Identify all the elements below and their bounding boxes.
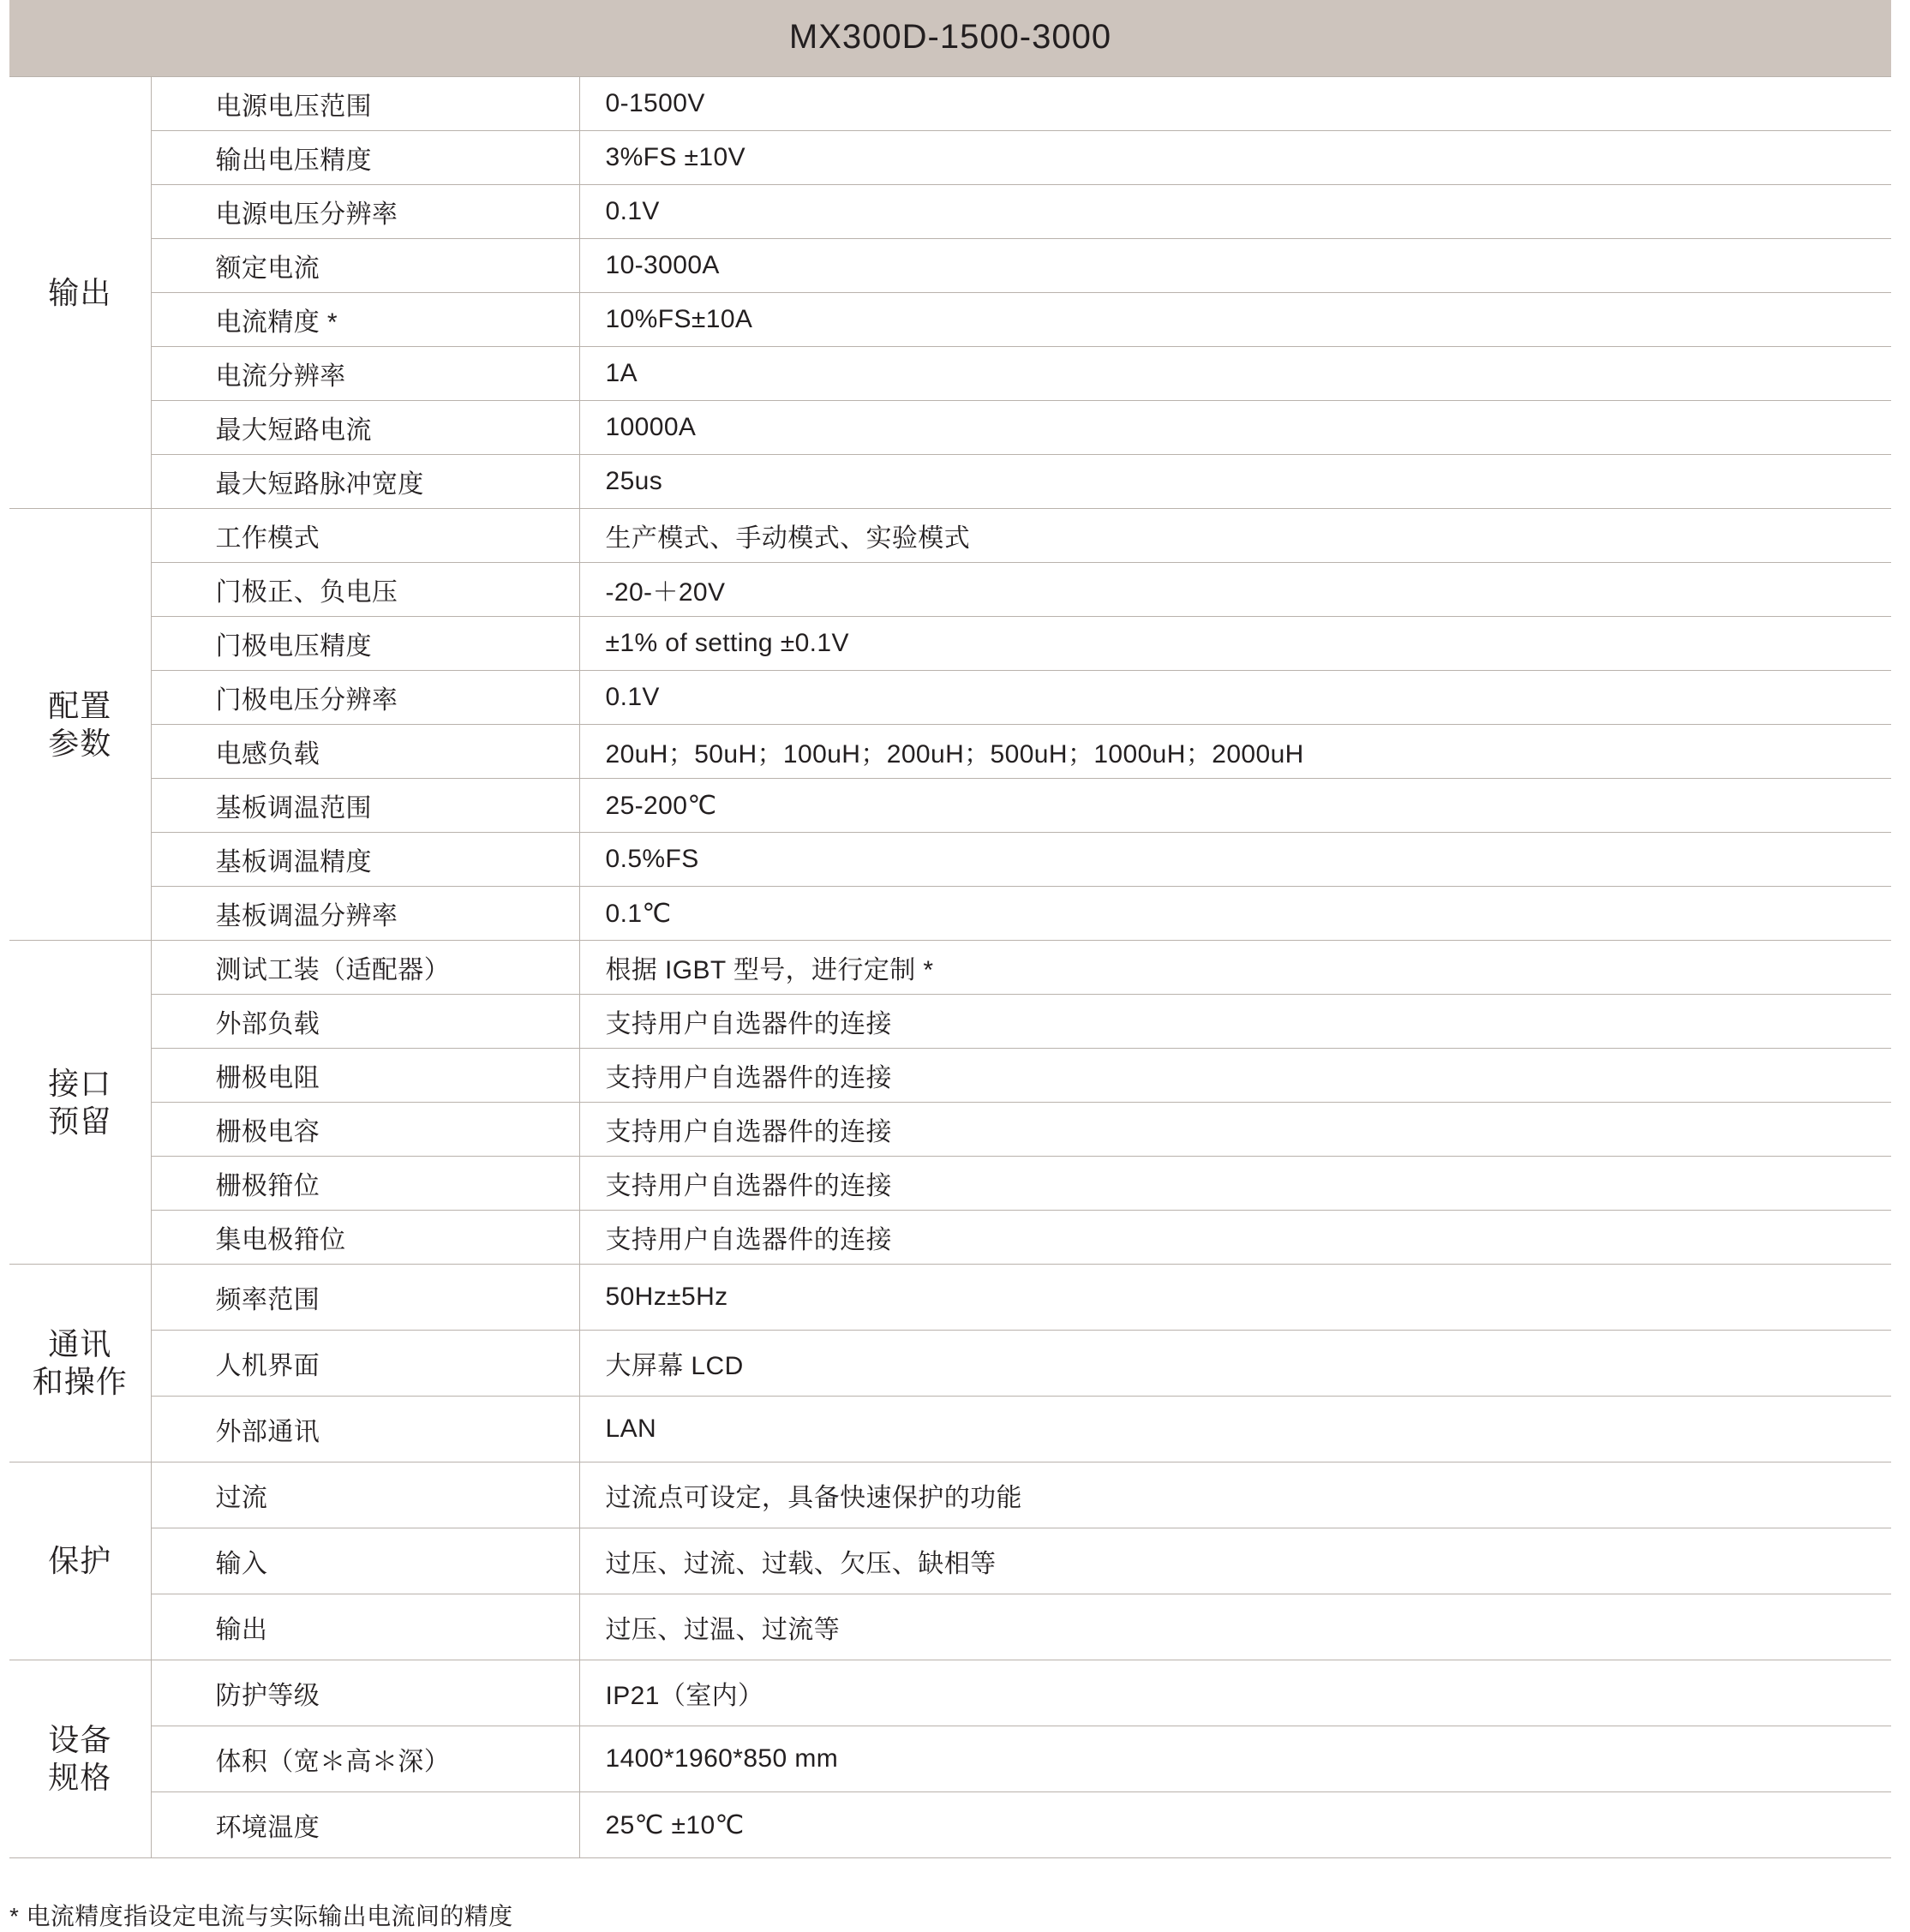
parameter-value: -20-＋20V <box>579 563 1891 617</box>
parameter-name: 外部通讯 <box>151 1397 579 1462</box>
parameter-value: 10%FS±10A <box>579 293 1891 347</box>
parameter-name: 门极正、负电压 <box>151 563 579 617</box>
table-body <box>9 0 1891 1858</box>
parameter-value: 支持用户自选器件的连接 <box>579 995 1891 1049</box>
parameter-name: 电流分辨率 <box>151 347 579 401</box>
parameter-name: 门极电压精度 <box>151 617 579 671</box>
parameter-name: 环境温度 <box>151 1792 579 1858</box>
parameter-name: 防护等级 <box>151 1660 579 1726</box>
group-label-line: 接口 <box>48 1065 112 1101</box>
parameter-name: 电感负载 <box>151 725 579 779</box>
parameter-value: 10-3000A <box>579 239 1891 293</box>
parameter-value: 支持用户自选器件的连接 <box>579 1157 1891 1211</box>
table-row <box>9 833 1891 887</box>
parameter-value: 过流点可设定，具备快速保护的功能 <box>579 1462 1891 1528</box>
parameter-name: 额定电流 <box>151 239 579 293</box>
parameter-name: 输出 <box>151 1594 579 1660</box>
parameter-value: 0-1500V <box>579 77 1891 131</box>
group-label-line: 配置 <box>48 687 112 723</box>
parameter-value: 3%FS ±10V <box>579 131 1891 185</box>
parameter-value: 0.5%FS <box>579 833 1891 887</box>
table-row <box>9 1265 1891 1331</box>
footnote: * 电流精度指设定电流与实际输出电流间的精度 <box>9 1903 513 1929</box>
parameter-value: 25℃ ±10℃ <box>579 1792 1891 1858</box>
table-row <box>9 1211 1891 1265</box>
page-title: MX300D-1500-3000 <box>9 0 1891 77</box>
parameter-value: 1400*1960*850 mm <box>579 1726 1891 1792</box>
parameter-name: 电源电压分辨率 <box>151 185 579 239</box>
parameter-value: 支持用户自选器件的连接 <box>579 1211 1891 1265</box>
table-row <box>9 401 1891 455</box>
parameter-value: 过压、过温、过流等 <box>579 1594 1891 1660</box>
parameter-value: 50Hz±5Hz <box>579 1265 1891 1331</box>
parameter-value: 生产模式、手动模式、实验模式 <box>579 509 1891 563</box>
group-label <box>9 1265 151 1462</box>
parameter-value: ±1% of setting ±0.1V <box>579 617 1891 671</box>
parameter-name: 基板调温精度 <box>151 833 579 887</box>
table-row <box>9 131 1891 185</box>
group-label <box>9 1660 151 1858</box>
parameter-name: 栅极电容 <box>151 1103 579 1157</box>
table-row <box>9 1049 1891 1103</box>
parameter-value: 10000A <box>579 401 1891 455</box>
parameter-value: 0.1V <box>579 671 1891 725</box>
table-row <box>9 1331 1891 1397</box>
group-label <box>9 1462 151 1660</box>
table-row <box>9 185 1891 239</box>
parameter-name: 最大短路电流 <box>151 401 579 455</box>
table-row <box>9 347 1891 401</box>
parameter-value: 20uH；50uH；100uH；200uH；500uH；1000uH；2000uH <box>579 725 1891 779</box>
parameter-name: 最大短路脉冲宽度 <box>151 455 579 509</box>
parameter-name: 集电极箝位 <box>151 1211 579 1265</box>
group-label-line: 通讯 <box>48 1326 112 1362</box>
group-label-line: 输出 <box>48 274 112 310</box>
table-row <box>9 725 1891 779</box>
table-row <box>9 1726 1891 1792</box>
table-row <box>9 995 1891 1049</box>
parameter-value: 25us <box>579 455 1891 509</box>
parameter-value: 根据 IGBT 型号，进行定制 * <box>579 941 1891 995</box>
table-title-row <box>9 0 1891 77</box>
table-row <box>9 1462 1891 1528</box>
table-row <box>9 1660 1891 1726</box>
group-label <box>9 509 151 941</box>
table-row <box>9 509 1891 563</box>
parameter-value: IP21（室内） <box>579 1660 1891 1726</box>
table-row <box>9 1157 1891 1211</box>
table-row <box>9 455 1891 509</box>
parameter-value: 支持用户自选器件的连接 <box>579 1049 1891 1103</box>
parameter-value: 0.1℃ <box>579 887 1891 941</box>
table-row <box>9 779 1891 833</box>
parameter-name: 基板调温分辨率 <box>151 887 579 941</box>
parameter-name: 栅极箝位 <box>151 1157 579 1211</box>
parameter-name: 体积（宽＊高＊深） <box>151 1726 579 1792</box>
parameter-name: 电源电压范围 <box>151 77 579 131</box>
parameter-name: 工作模式 <box>151 509 579 563</box>
parameter-name: 测试工装（适配器） <box>151 941 579 995</box>
parameter-name: 电流精度 * <box>151 293 579 347</box>
parameter-value: 大屏幕 LCD <box>579 1331 1891 1397</box>
table-row <box>9 563 1891 617</box>
table-row <box>9 671 1891 725</box>
table-row <box>9 617 1891 671</box>
group-label <box>9 941 151 1265</box>
parameter-value: 过压、过流、过载、欠压、缺相等 <box>579 1528 1891 1594</box>
table-row <box>9 1792 1891 1858</box>
parameter-name: 外部负载 <box>151 995 579 1049</box>
table-row <box>9 1397 1891 1462</box>
parameter-name: 输出电压精度 <box>151 131 579 185</box>
group-label-line: 保护 <box>48 1543 112 1579</box>
table-row <box>9 77 1891 131</box>
group-label-line: 规格 <box>48 1760 112 1795</box>
parameter-name: 门极电压分辨率 <box>151 671 579 725</box>
group-label-line: 设备 <box>48 1722 112 1758</box>
parameter-value: 支持用户自选器件的连接 <box>579 1103 1891 1157</box>
group-label-line: 参数 <box>48 725 112 761</box>
parameter-name: 输入 <box>151 1528 579 1594</box>
table-row <box>9 293 1891 347</box>
parameter-value: LAN <box>579 1397 1891 1462</box>
parameter-name: 频率范围 <box>151 1265 579 1331</box>
parameter-name: 栅极电阻 <box>151 1049 579 1103</box>
table-row <box>9 1594 1891 1660</box>
parameter-value: 1A <box>579 347 1891 401</box>
parameter-name: 过流 <box>151 1462 579 1528</box>
group-label-line: 预留 <box>48 1103 112 1139</box>
parameter-value: 25-200℃ <box>579 779 1891 833</box>
parameter-name: 人机界面 <box>151 1331 579 1397</box>
parameter-name: 基板调温范围 <box>151 779 579 833</box>
table-row <box>9 887 1891 941</box>
table-row <box>9 1528 1891 1594</box>
group-label <box>9 77 151 509</box>
parameter-value: 0.1V <box>579 185 1891 239</box>
table-row <box>9 239 1891 293</box>
specification-table <box>9 0 1891 1858</box>
table-row <box>9 1103 1891 1157</box>
group-label-line: 和操作 <box>32 1364 128 1399</box>
table-row <box>9 941 1891 995</box>
